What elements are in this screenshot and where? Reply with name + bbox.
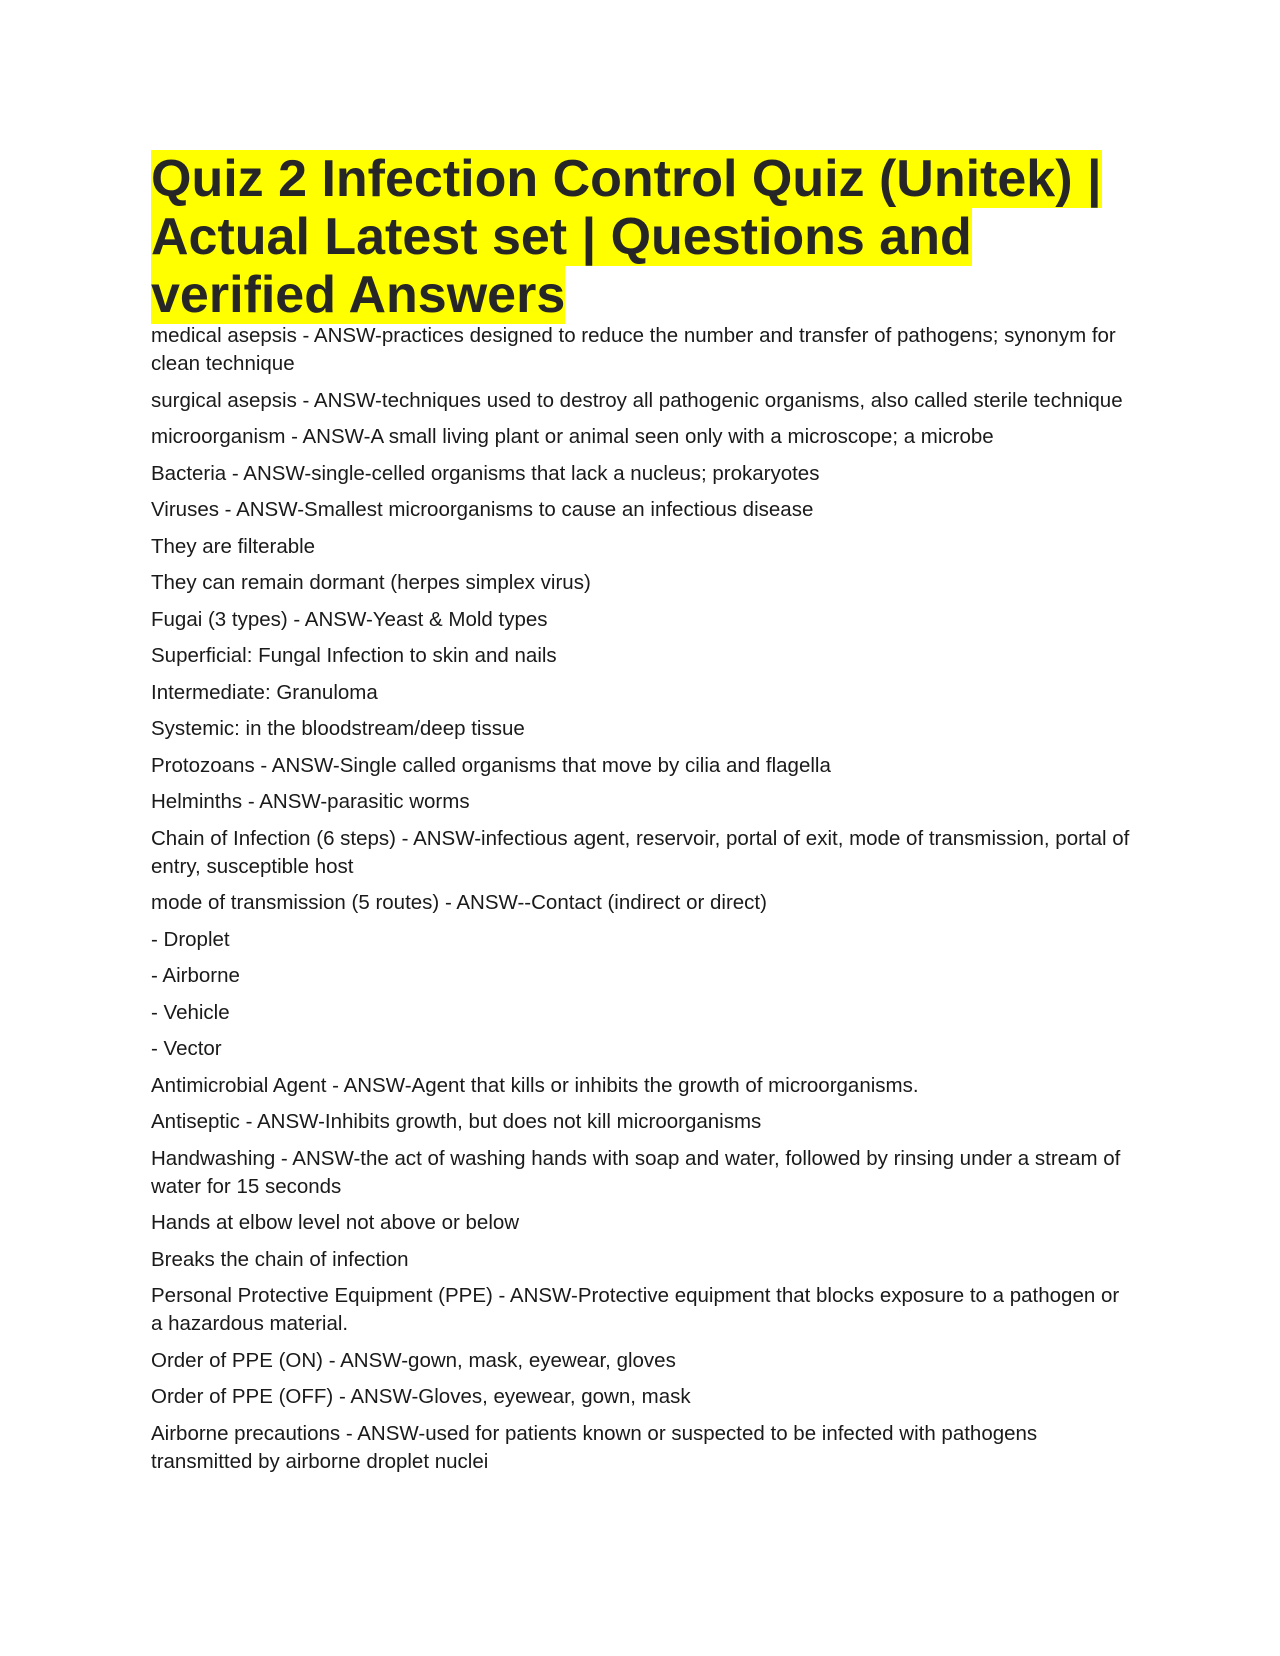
qa-entry: Hands at elbow level not above or below xyxy=(151,1211,520,1234)
qa-entry: surgical asepsis - ANSW-techniques used to destroy all pathogenic organisms, also called sterile technique xyxy=(151,388,1123,412)
qa-entry: microorganism - ANSW-A small living plant or animal seen only with a microscope; a microbe xyxy=(151,425,994,448)
qa-entry: Protozoans - ANSW-Single called organisms that move by cilia and flagella xyxy=(151,753,831,777)
title-highlight: Quiz 2 Infection Control Quiz (Unitek) | Actual Latest set | Questions and verified Answers xyxy=(151,150,1102,324)
qa-entry: Order of PPE (ON) - ANSW-gown, mask, eyewear, gloves xyxy=(151,1348,676,1372)
qa-entry: medical asepsis - ANSW-practices designed to reduce the number and transfer of pathogens; synonym for clean technique xyxy=(151,324,1116,375)
qa-entry: Bacteria - ANSW-single-celled organisms that lack a nucleus; prokaryotes xyxy=(151,461,820,485)
qa-entry: Chain of Infection (6 steps) - ANSW-infectious agent, reservoir, portal of exit, mode of transmission, portal of entry, susceptible host xyxy=(151,826,1130,878)
qa-entry: Antiseptic - ANSW-Inhibits growth, but does not kill microorganisms xyxy=(151,1110,762,1133)
document-title xyxy=(151,150,1151,324)
qa-list xyxy=(151,322,1131,1484)
qa-entry: They are filterable xyxy=(151,534,316,558)
qa-entry: Fugai (3 types) - ANSW-Yeast & Mold types xyxy=(151,607,548,631)
qa-entry: Airborne precautions - ANSW-used for patients known or suspected to be infected with pathogens transmitted by airborne droplet nuclei xyxy=(151,1421,1038,1473)
qa-entry: - Vehicle xyxy=(151,1000,230,1024)
qa-entry: Order of PPE (OFF) - ANSW-Gloves, eyewear, gown, mask xyxy=(151,1385,691,1408)
qa-entry: Antimicrobial Agent - ANSW-Agent that kills or inhibits the growth of microorganisms. xyxy=(151,1073,919,1097)
qa-entry: - Vector xyxy=(151,1037,222,1060)
qa-entry: - Airborne xyxy=(151,964,240,987)
qa-entry: mode of transmission (5 routes) - ANSW--Contact (indirect or direct) xyxy=(151,891,767,914)
qa-entry: Helminths - ANSW-parasitic worms xyxy=(151,790,470,813)
qa-entry: Breaks the chain of infection xyxy=(151,1247,409,1271)
qa-entry: Intermediate: Granuloma xyxy=(151,680,378,704)
qa-entry: - Droplet xyxy=(151,927,230,951)
qa-entry: They can remain dormant (herpes simplex virus) xyxy=(151,571,591,594)
qa-entry: Personal Protective Equipment (PPE) - ANSW-Protective equipment that blocks exposure to a pathogen or a hazardous material. xyxy=(151,1284,1120,1335)
qa-entry: Viruses - ANSW-Smallest microorganisms to cause an infectious disease xyxy=(151,498,814,521)
qa-entry: Handwashing - ANSW-the act of washing hands with soap and water, followed by rinsing under a stream of water for 15 seconds xyxy=(151,1146,1121,1198)
qa-entry: Superficial: Fungal Infection to skin and nails xyxy=(151,644,557,667)
qa-entry: Systemic: in the bloodstream/deep tissue xyxy=(151,717,525,740)
